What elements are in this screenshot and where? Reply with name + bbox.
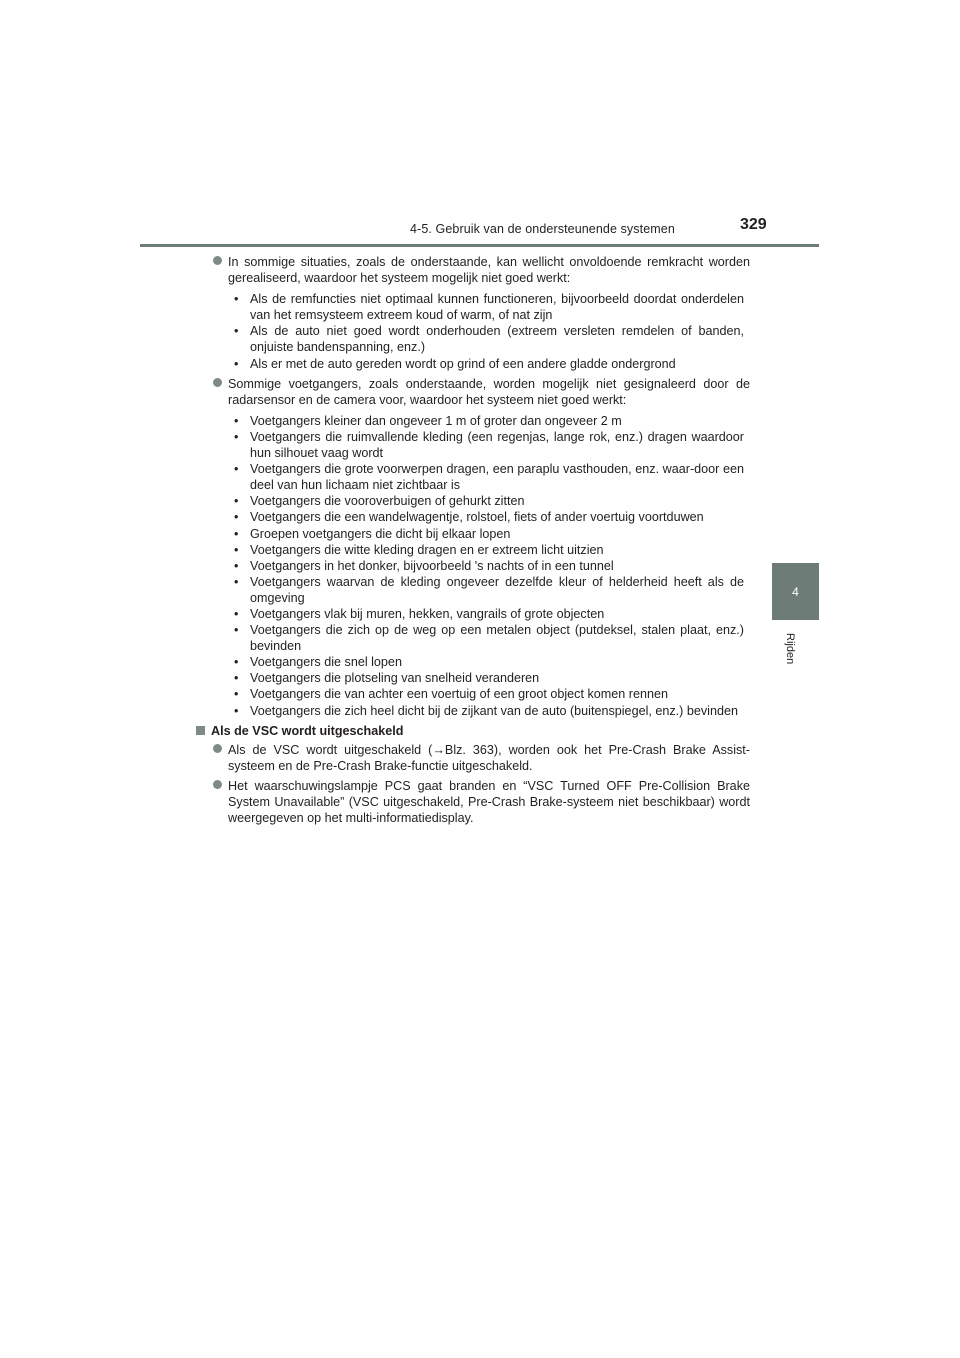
circle-bullet-icon bbox=[213, 256, 222, 265]
dot-bullet-icon: • bbox=[234, 574, 239, 589]
sub-list bbox=[228, 413, 750, 719]
dot-bullet-icon: • bbox=[234, 292, 239, 307]
square-bullet-icon bbox=[196, 726, 205, 735]
list-item bbox=[210, 742, 750, 774]
sub-item-text: Als de auto niet goed wordt onderhouden (extreem versleten remdelen of banden, onjuiste bandenspanning, enz.) bbox=[250, 324, 744, 355]
sub-list-item bbox=[228, 703, 750, 719]
sub-item-text: Als er met de auto gereden wordt op grind of een andere gladde ondergrond bbox=[250, 356, 676, 371]
sub-item-text: Voetgangers die vooroverbuigen of gehurkt zitten bbox=[250, 494, 525, 509]
dot-bullet-icon: • bbox=[234, 462, 239, 477]
sub-list-item bbox=[228, 429, 750, 461]
sub-list-item bbox=[228, 542, 750, 558]
list-item bbox=[210, 376, 750, 719]
sub-item-text: Voetgangers vlak bij muren, hekken, vangrails of grote objecten bbox=[250, 606, 605, 621]
sub-item-text: Voetgangers die zich op de weg op een metalen object (putdeksel, stalen plaat, enz.) bevinden bbox=[250, 623, 744, 654]
sub-item-text: Voetgangers die ruimvallende kleding (een regenjas, lange rok, enz.) dragen waardoor hun silhouet vaag wordt bbox=[250, 429, 744, 461]
sub-item-text: Voetgangers in het donker, bijvoorbeeld 's nachts of in een tunnel bbox=[250, 558, 614, 573]
section-heading-text: Als de VSC wordt uitgeschakeld bbox=[211, 723, 404, 738]
sub-list-item bbox=[228, 323, 750, 355]
dot-bullet-icon: • bbox=[234, 356, 239, 371]
sub-item-text: Groepen voetgangers die dicht bij elkaar lopen bbox=[250, 526, 511, 541]
header-rule bbox=[140, 244, 819, 247]
dot-bullet-icon: • bbox=[234, 510, 239, 525]
sub-list-item bbox=[228, 558, 750, 574]
dot-bullet-icon: • bbox=[234, 558, 239, 573]
dot-bullet-icon: • bbox=[234, 324, 239, 339]
sub-list-item bbox=[228, 356, 750, 372]
item-text: Het waarschuwingslampje PCS gaat branden en “VSC Turned OFF Pre-Collision Brake System Unavailable” (VSC uitgeschakeld, Pre-Crash Brake-systeem niet beschikbaar) wordt weergegeven op het multi-informatiedisplay. bbox=[228, 778, 750, 826]
list-item bbox=[210, 778, 750, 826]
list-item bbox=[210, 254, 750, 372]
sub-list bbox=[228, 291, 750, 371]
sub-list-item bbox=[228, 493, 750, 509]
dot-bullet-icon: • bbox=[234, 655, 239, 670]
dot-bullet-icon: • bbox=[234, 494, 239, 509]
page-header bbox=[0, 0, 960, 250]
item-text bbox=[228, 742, 750, 774]
sub-item-text: Voetgangers die zich heel dicht bij de zijkant van de auto (buitenspiegel, enz.) bevinden bbox=[250, 703, 738, 718]
sub-item-text: Voetgangers kleiner dan ongeveer 1 m of groter dan ongeveer 2 m bbox=[250, 413, 622, 428]
arrow-right-icon: → bbox=[432, 742, 445, 757]
dot-bullet-icon: • bbox=[234, 623, 239, 638]
dot-bullet-icon: • bbox=[234, 687, 239, 702]
sub-list-item bbox=[228, 606, 750, 622]
page-reference-link[interactable]: Blz. 363), worden ook het Pre-Crash Brake Assist-systeem en de Pre-Crash Brake-functie uitgeschakeld. bbox=[228, 742, 750, 773]
page-number: 329 bbox=[740, 216, 767, 233]
sub-list-item bbox=[228, 291, 750, 323]
chapter-tab[interactable] bbox=[772, 563, 819, 620]
dot-bullet-icon: • bbox=[234, 526, 239, 541]
sub-item-text: Voetgangers die grote voorwerpen dragen, een paraplu vasthouden, enz. waar-door een deel van hun lichaam niet zichtbaar is bbox=[250, 462, 744, 493]
sub-item-text: Als de remfuncties niet optimaal kunnen functioneren, bijvoorbeeld doordat onderdelen van het remsysteem extreem koud of warm, of nat zijn bbox=[250, 292, 744, 323]
sub-item-text: Voetgangers die snel lopen bbox=[250, 655, 402, 670]
page-content bbox=[210, 254, 750, 830]
dot-bullet-icon: • bbox=[234, 671, 239, 686]
dot-bullet-icon: • bbox=[234, 542, 239, 557]
sub-list-item bbox=[228, 686, 750, 702]
sub-list-item bbox=[228, 574, 750, 606]
item-text-before: Als de VSC wordt uitgeschakeld ( bbox=[228, 742, 433, 757]
circle-bullet-icon bbox=[213, 378, 222, 387]
chapter-tab-label bbox=[772, 633, 796, 683]
sub-list-item bbox=[228, 461, 750, 493]
sub-list-item bbox=[228, 654, 750, 670]
sub-list-item bbox=[228, 670, 750, 686]
section-title: 4-5. Gebruik van de ondersteunende systemen bbox=[410, 222, 675, 236]
sub-list-item bbox=[228, 526, 750, 542]
item-text: Sommige voetgangers, zoals onderstaande, worden mogelijk niet gesignaleerd door de radarsensor en de camera voor, waardoor het systeem niet goed werkt: bbox=[228, 376, 750, 407]
sub-list-item bbox=[228, 413, 750, 429]
sub-list-item bbox=[228, 509, 750, 525]
sub-item-text: Voetgangers waarvan de kleding ongeveer dezelfde kleur of helderheid heeft als de omgeving bbox=[250, 574, 744, 605]
chapter-tab-number: 4 bbox=[792, 585, 799, 599]
item-text: In sommige situaties, zoals de onderstaande, kan wellicht onvoldoende remkracht worden gerealiseerd, waardoor het systeem mogelijk niet goed werkt: bbox=[228, 255, 750, 286]
sub-item-text: Voetgangers die plotseling van snelheid veranderen bbox=[250, 671, 540, 686]
section-heading bbox=[196, 723, 750, 739]
dot-bullet-icon: • bbox=[234, 606, 239, 621]
chapter-tab-label-text: Rijden bbox=[784, 633, 796, 665]
dot-bullet-icon: • bbox=[234, 703, 239, 718]
dot-bullet-icon: • bbox=[234, 429, 239, 444]
sub-item-text: Voetgangers die van achter een voertuig of een groot object komen rennen bbox=[250, 687, 668, 702]
dot-bullet-icon: • bbox=[234, 413, 239, 428]
sub-item-text: Voetgangers die witte kleding dragen en er extreem licht uitzien bbox=[250, 542, 604, 557]
sub-item-text: Voetgangers die een wandelwagentje, rolstoel, fiets of ander voertuig voortduwen bbox=[250, 510, 704, 525]
circle-bullet-icon bbox=[213, 744, 222, 753]
circle-bullet-icon bbox=[213, 780, 222, 789]
sub-list-item bbox=[228, 622, 750, 654]
